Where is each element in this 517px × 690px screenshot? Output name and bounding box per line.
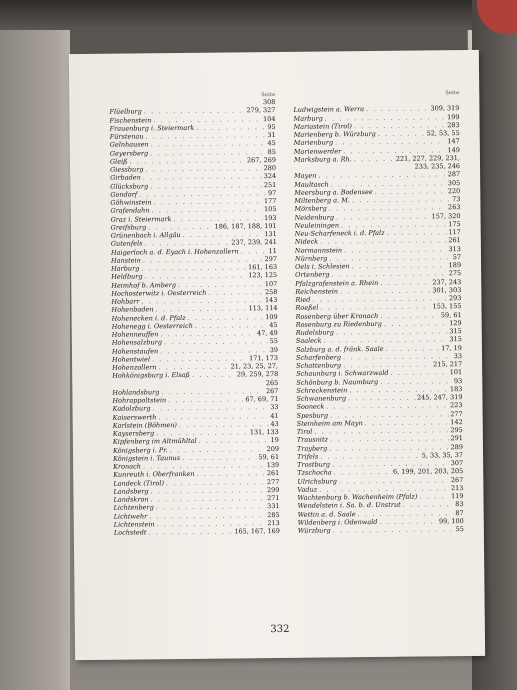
entry-name: Trostburg [297,460,331,469]
entry-name: Flüelburg [109,107,142,116]
entry-name: Würzburg [297,526,331,535]
entry-name: Hohensalzburg [111,338,163,347]
entry-name: Maultasch [294,179,329,189]
entry-name: Mariastein (Tirol) [293,121,352,131]
entry-pages: 307 [450,459,464,468]
index-list-right [293,96,464,535]
entry-name: Lichtwehr [113,511,148,521]
entry-name: Neu-Scharfeneck i. d. Pfalz [294,228,385,238]
entry-pages: 175 [448,219,461,228]
entry-pages: 251 [263,180,277,189]
entry-name: Rudelsburg [295,328,334,337]
entry-pages: 59, 61 [440,310,462,319]
entry-pages: 305 [447,178,461,187]
entry-pages: 289 [450,442,464,451]
entry-pages: 199 [447,112,460,121]
entry-name: Kaiserswerth [112,412,157,422]
entry-pages: 267, 269 [246,155,276,165]
entry-name: Wildenberg i. Odenwald [297,517,378,527]
entry-pages: 220 [447,186,461,195]
entry-name: Miltenberg a. M. [294,196,350,205]
entry-name: Marburg [293,114,323,123]
entry-name: Fischenstein [109,115,152,125]
entry-pages: 117 [448,228,461,237]
entry-pages: 237, 239, 241 [231,238,277,247]
entry-name: Graz i. Steiermark [110,214,172,224]
entry-pages: 43 [270,419,279,428]
entry-name: Grafendahn [110,206,150,215]
leader-dots [148,527,232,536]
entry-name: Göhwinstein [110,198,152,207]
entry-pages: 309, 319 [430,104,460,113]
seite-header-right: Seite [445,90,460,97]
leader-dots [333,525,454,535]
entry-pages: 143 [264,295,278,305]
entry-name: Trausnitz [296,435,329,445]
entry-pages: 93 [453,376,463,385]
entry-name: Steinheim am Mayn [296,418,363,428]
dark-background [0,0,517,30]
entry-name: Meersburg a. Bodensee [294,187,373,197]
entry-name: Mayen [294,171,317,181]
leader-dots [354,155,394,164]
index-column-left [109,92,280,537]
entry-pages: 261 [448,236,461,245]
leader-dots [241,247,267,256]
entry-pages: 209 [266,444,280,453]
entry-pages: 33 [453,351,463,360]
entry-name: Pfalzgrafenstein a. Rhein [295,278,379,288]
entry-pages: 39 [269,345,278,354]
entry-pages: 59, 61 [258,452,280,461]
entry-name: Scharfenberg [295,353,342,362]
entry-name: Fürstenau [109,132,144,141]
entry-pages: 271 [267,493,280,503]
entry-pages: 153, 155 [432,302,462,311]
entry-pages: 52, 53, 55 [426,129,460,138]
entry-name: Marienwerder [293,146,342,156]
entry-name: Landsberg [113,487,149,496]
entry-name: Landskron [113,495,149,504]
entry-pages: 171, 173 [249,353,279,363]
entry-name: Spesburg [296,410,329,420]
entry-pages: 275 [448,269,462,278]
entry-pages: 55 [269,337,278,346]
entry-pages: 313 [448,244,461,253]
entry-name: Frauenburg i. Steiermark [109,123,195,133]
entry-pages: 113, 114 [248,304,278,313]
entry-pages: 297 [264,254,278,263]
entry-name: Mörsberg [294,204,327,214]
entry-pages: 299 [266,485,280,494]
entry-pages: 85 [267,147,276,156]
entry-pages: 279, 327 [246,106,276,115]
entry-name: Neidenburg [294,212,335,222]
entry-name: Ludwigstein a. Werra [293,105,365,115]
entry-name: Landeck (Tirol) [113,478,164,488]
entry-name: Giessburg [110,165,144,174]
entry-name: Roeßel [295,303,319,313]
entry-pages: 267 [265,386,279,395]
entry-pages: 97 [267,188,277,197]
entry-pages: 261 [266,469,280,478]
entry-pages: 83 [455,500,464,509]
entry-name: Wettin a. d. Saale [297,509,356,519]
entry-pages: 95 [267,122,276,131]
entry-pages: 315 [449,327,462,336]
entry-pages: 6, 199, 201, 203, 205 [392,467,464,477]
entry-name: Marienburg [293,138,334,148]
entry-name: Königsberg i. Pr. [112,445,168,455]
entry-name: Neuleiningen [294,221,340,230]
entry-name: Trayberg [296,443,328,453]
entry-name: Geyersberg [109,148,149,158]
book-page [69,50,485,660]
entry-pages: 283 [447,120,460,129]
entry-name: Normannstein [294,245,343,255]
entry-name: Sooneck [296,402,325,412]
book-cover-left [0,30,70,690]
entry-pages: 87 [455,508,464,517]
entry-name: Lochstedt [113,528,147,537]
entry-pages: 57 [452,252,462,261]
entry-pages: 67, 69, 71 [245,394,279,404]
entry-name: Girbaden [110,173,141,182]
entry-pages: 293 [448,294,462,303]
index-entry [114,527,280,537]
entry-name: Kunreuth i. Oberfranken [113,470,195,479]
index-entry [112,370,278,380]
entry-name: Wendelstein i. Sa. b. d. Unstrut [297,500,401,511]
entry-name: Karlstein (Böhmen) [112,420,177,430]
entry-pages: 331 [267,502,280,511]
entry-name: Glücksburg [110,181,149,191]
entry-pages: 101 [449,368,463,377]
entry-pages: 324 [263,172,277,181]
entry-name: Hohrappoltstein [112,396,167,405]
entry-name: Hohenecken i. d. Pfalz [111,313,186,323]
entry-pages: 291 [450,434,463,443]
entry-name: Ortenberg [295,270,330,280]
entry-name: Trifels [297,452,319,461]
entry-pages: 99, 100 [438,516,464,526]
entry-pages: 47, 49 [257,328,278,338]
entry-name: Kronach [113,462,141,471]
entry-pages: 17, 19 [441,343,462,352]
entry-name: Harburg [111,264,140,273]
entry-name: Heimhof b. Amberg [111,280,177,290]
entry-pages: 295 [450,426,463,435]
entry-pages: 287 [447,170,461,179]
page-number: 332 [270,623,290,636]
entry-pages: 213 [267,518,280,527]
entry-pages: 104 [263,114,276,123]
index-list-left [109,98,280,537]
entry-pages: 157, 320 [431,211,461,220]
entry-pages: 55 [455,525,464,534]
entry-name: Oels i. Schlesien [295,262,350,271]
entry-name: Saaleck [295,336,322,346]
entry-pages: 19 [270,436,279,445]
entry-pages: 308 [262,98,276,107]
entry-name: Lichtenstein [113,520,155,529]
entry-name: Gleiß [109,157,128,166]
entry-name: Gondorf [110,190,138,199]
entry-pages: 263 [448,203,461,212]
entry-name: Vaduz [297,485,318,494]
entry-name: Tirol [296,427,313,436]
entry-name: Greifsburg [110,223,147,232]
entry-name: Kipfenberg im Altmühltal [112,437,197,446]
entry-name: Kadolzburg [112,404,151,413]
entry-pages: 265 [265,378,279,387]
entry-name: Hohenzollern [112,363,157,372]
entry-name: Nideck [294,237,319,247]
entry-pages: 165, 167, 169 [234,526,280,536]
entry-pages: 131, 133 [249,427,279,437]
entry-pages: 183 [449,384,463,393]
entry-pages: 45 [267,139,276,148]
entry-pages: 223 [450,401,463,410]
entry-pages: 45 [269,320,278,329]
entry-name: Hohbarr [111,297,140,306]
entry-name: Hohenbaden [111,305,154,314]
entry-pages: 107 [264,279,278,288]
leader-dots [192,371,235,380]
entry-pages: 31 [267,131,276,140]
entry-name: Heldburg [111,272,143,281]
entry-pages: 315 [449,335,462,344]
entry-name: Schaunburg i. Schwarzwald [296,369,389,379]
entry-name: Grünenbach i. Allgäu [110,231,181,240]
entry-pages: 11 [268,246,277,255]
entry-pages: 109 [265,312,278,321]
entry-pages: 149 [447,145,460,154]
entry-pages: 5, 33, 35, 37 [421,450,464,460]
entry-name: Hohkönigsburg i. Elsaß [112,371,190,380]
index-entry [298,525,464,535]
entry-name: Kaysersberg [112,429,155,438]
entry-pages: 237, 243 [432,277,462,286]
entry-name: Ulrichsburg [297,476,337,486]
entry-pages: 277 [266,477,280,486]
entry-pages: 233, 235, 246 [414,162,461,171]
entry-pages: 41 [270,411,279,420]
entry-name: Gelnhausen [109,140,149,149]
entry-name: Schönburg b. Naumburg [296,377,379,387]
entry-name: Hanstein [110,256,141,265]
index-column-right [293,90,464,535]
entry-pages: 21, 23, 25, 27, [230,361,279,371]
seite-header-left: Seite [261,92,276,99]
entry-name: Schattenburg [296,361,342,370]
entry-pages: 131 [264,229,277,239]
entry-pages: 147 [447,137,460,146]
entry-name: Hohenstaufen [111,346,159,356]
entry-pages: 258 [264,287,278,296]
entry-pages: 142 [450,417,463,426]
entry-pages: 280 [263,164,277,173]
entry-name: Hohenegg i. Oesterreich [111,321,193,331]
entry-name: Rosenberg über Kronach [295,311,379,321]
entry-pages: 73 [452,195,461,204]
entry-name: Wachtenburg b. Wachenheim (Pfalz) [297,492,418,502]
entry-pages: 105 [264,205,277,214]
entry-name: Nürnberg [294,254,328,263]
entry-name: Lichtenberg [113,503,154,512]
entry-name: Salzburg a. d. fränk. Saale [295,344,384,354]
entry-name: Reichenstein [295,287,339,296]
entry-name: Königstein i. Taunus [113,453,181,463]
entry-name: Ried [295,295,311,304]
entry-name: Hohenneuffen [111,330,159,339]
entry-pages: 123, 125 [248,271,278,280]
entry-pages: 129 [449,318,462,327]
entry-pages: 193 [264,213,277,222]
entry-pages: 161, 163 [248,262,278,272]
entry-name: Hohentwiel [111,355,151,364]
entry-pages: 186, 187, 188, 191 [214,221,277,231]
leader-dots [419,492,449,501]
entry-name: Schwanenburg [296,394,347,403]
entry-name: Tzschocha [297,468,332,478]
entry-name: Rosenburg zu Riedenburg [295,319,382,329]
entry-pages: 29, 259, 278 [236,370,279,379]
entry-pages: 177 [263,196,277,206]
entry-name: Marksburg a. Rh. [293,154,352,164]
entry-pages: 277 [450,409,463,418]
entry-name: Schreckenstein [296,386,348,395]
entry-name: Haigerloch a. d. Eyach i. Hohenzollern [110,246,239,257]
entry-pages: 119 [451,492,464,501]
entry-pages: 221, 227, 229, 231, [395,153,460,163]
entry-name: Hohlandsburg [112,387,160,397]
entry-pages: 213 [450,483,464,492]
entry-name: Hochosterwitz i. Oesterreich [111,288,207,298]
entry-pages: 33 [270,403,279,412]
entry-name: Marienberg b. Würzburg [293,129,376,139]
entry-pages: 215, 217 [433,360,463,369]
entry-pages: 301, 303 [432,285,462,295]
entry-pages: 245, 247, 319 [416,393,463,402]
entry-name: Gutenfels [110,239,143,248]
entry-pages: 139 [266,460,280,470]
entry-pages: 285 [267,510,280,519]
entry-pages: 189 [448,261,462,270]
entry-pages: 267 [450,475,464,484]
